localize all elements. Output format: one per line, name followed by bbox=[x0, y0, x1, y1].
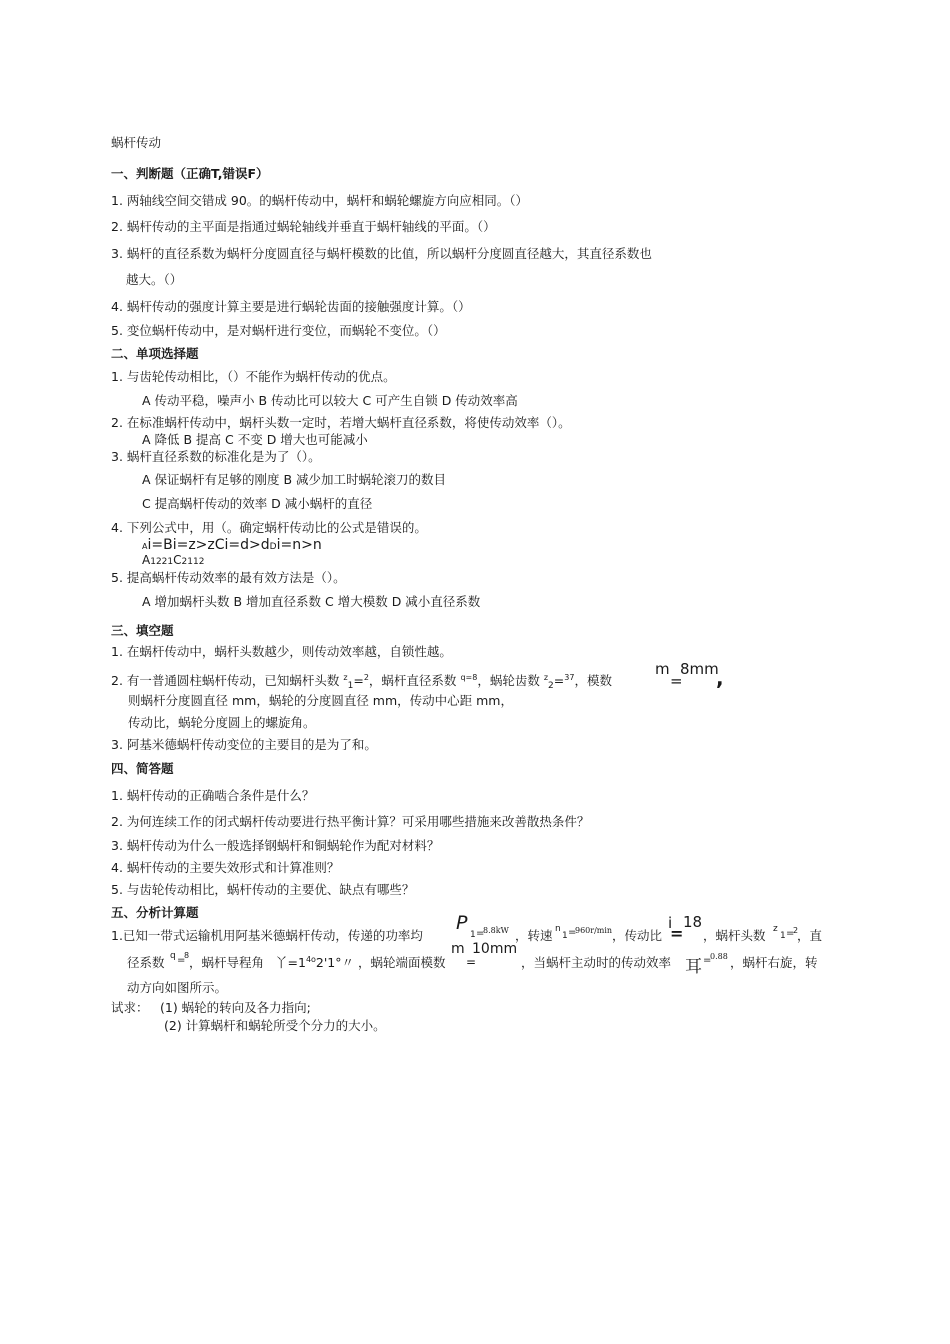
q3-2-m: m bbox=[655, 660, 670, 678]
m-symbol: m bbox=[451, 941, 465, 957]
question-1-1: 1. 两轴线空间交错成 90。的蜗杆传动中，蜗杆和蜗轮螺旋方向应相同。（） bbox=[111, 193, 529, 208]
problem-5-1-req-1: (1) 蜗轮的转向及各力指向; bbox=[160, 1000, 311, 1015]
formula-text-2: i=n>n bbox=[276, 537, 322, 553]
question-1-5: 5. 变位蜗杆传动中，是对蜗杆进行变位，而蜗轮不变位。（） bbox=[111, 323, 446, 338]
z-sub: 1 bbox=[780, 931, 786, 941]
problem-5-1-line-2-d: ，当蜗杆主动时的传动效率 bbox=[521, 955, 672, 970]
formula-label-a: A bbox=[142, 542, 148, 551]
document-title: 蜗杆传动 bbox=[111, 135, 162, 150]
p-val: 8.8kW bbox=[483, 926, 509, 935]
n-sub: 1 bbox=[562, 931, 568, 941]
i-symbol: i bbox=[668, 914, 673, 932]
q3-2-text-c: ，蜗轮齿数 bbox=[477, 673, 540, 688]
problem-5-1-req-2: (2) 计算蜗杆和蜗轮所受个分力的大小。 bbox=[164, 1018, 386, 1033]
formula-subscript-d: D bbox=[269, 542, 277, 552]
question-1-3-cont: 越大。（） bbox=[126, 272, 183, 287]
problem-5-1-line-2-e: ，蜗杆右旋，转 bbox=[730, 955, 818, 970]
q3-2-z1: z bbox=[343, 673, 348, 682]
problem-5-1-line-2-c: ，蜗轮端面模数 bbox=[358, 955, 446, 970]
question-4-2: 2. 为何连续工作的闭式蜗杆传动要进行热平衡计算？可采用哪些措施来改善散热条件？ bbox=[111, 814, 590, 829]
problem-5-1-line-2-a: 径系数 bbox=[127, 955, 165, 970]
question-3-3: 3. 阿基米德蜗杆传动变位的主要目的是为了和。 bbox=[111, 737, 377, 752]
section-heading-short-answer: 四、简答题 bbox=[111, 761, 174, 776]
z-eq: = bbox=[786, 928, 795, 939]
q3-2-m-eq: = bbox=[670, 672, 683, 690]
lead-angle-base: 丫=1 bbox=[275, 955, 306, 970]
p-symbol: P bbox=[456, 912, 468, 934]
question-2-2-options: A 降低 B 提高 C 不变 D 增大也可能减小 bbox=[142, 432, 368, 447]
formula-text-1: i=Bi=z>zCi=d>d bbox=[147, 537, 270, 553]
z-val: 2 bbox=[793, 926, 799, 935]
formula-subscript-2: 2112 bbox=[181, 557, 205, 567]
question-3-2-line-3: 传动比，蜗轮分度圆上的螺旋角。 bbox=[128, 715, 316, 730]
eta-symbol: 耳 bbox=[685, 957, 702, 977]
problem-5-1-line-1-a: 1.已知一带式运输机用阿基米德蜗杆传动，传递的功率均 bbox=[111, 928, 423, 943]
question-1-4: 4. 蜗杆传动的强度计算主要是进行蜗轮齿面的接触强度计算。（） bbox=[111, 299, 471, 314]
q-val: 8 bbox=[184, 951, 190, 960]
q3-2-z1-eq: = bbox=[353, 673, 364, 688]
q-eq: = bbox=[177, 955, 186, 966]
q3-2-q: q bbox=[460, 673, 466, 682]
q3-2-text-a: 2. 有一普通圆柱蜗杆传动，已知蜗杆头数 bbox=[111, 673, 340, 688]
question-4-3: 3. 蜗杆传动为什么一般选择钢蜗杆和铜蜗轮作为配对材料？ bbox=[111, 838, 440, 853]
q3-2-z2-sub: 2 bbox=[548, 681, 554, 691]
question-4-5: 5. 与齿轮传动相比，蜗杆传动的主要优、缺点有哪些？ bbox=[111, 882, 415, 897]
q3-2-text-d: ，模数 bbox=[574, 673, 612, 688]
lead-angle-rest: 2'1°〃 bbox=[315, 955, 355, 970]
question-3-2 bbox=[111, 673, 612, 691]
question-2-3-options-1: A 保证蜗杆有足够的刚度 B 减少加工时蜗轮滚刀的数目 bbox=[142, 472, 447, 487]
question-3-2-line-2: 则蜗杆分度圆直径 mm，蜗轮的分度圆直径 mm，传动中心距 mm， bbox=[128, 693, 513, 708]
question-1-3: 3. 蜗杆的直径系数为蜗杆分度圆直径与蜗杆模数的比值，所以蜗杆分度圆直径越大，其直径系数也 bbox=[111, 246, 652, 261]
lead-angle-sup: 4o bbox=[305, 955, 316, 964]
i-eq: = bbox=[670, 924, 684, 943]
q3-2-text-b: ，蜗杆直径系数 bbox=[368, 673, 457, 688]
m-val: 10mm bbox=[472, 941, 518, 957]
q3-2-z1-sub: 1 bbox=[347, 681, 354, 691]
question-4-4: 4. 蜗杆传动的主要失效形式和计算准则？ bbox=[111, 860, 340, 875]
q3-2-z2: z bbox=[543, 673, 549, 682]
problem-5-1-try: 试求： bbox=[111, 1000, 149, 1015]
lead-angle bbox=[275, 955, 354, 973]
problem-5-1-line-1-c: ，传动比 bbox=[612, 928, 663, 943]
q3-2-q-val: 8 bbox=[472, 673, 478, 682]
z-symbol: z bbox=[773, 924, 778, 934]
formula-option-a: A bbox=[142, 553, 151, 567]
section-heading-single-choice: 二、单项选择题 bbox=[111, 346, 199, 361]
question-2-1-options: A 传动平稳，噪声小 B 传动比可以较大 C 可产生自锁 D 传动效率高 bbox=[142, 393, 518, 408]
question-2-3: 3. 蜗杆直径系数的标准化是为了（）。 bbox=[111, 449, 321, 464]
problem-5-1-line-1-b: ，转速 bbox=[515, 928, 553, 943]
n-val: 960r/min bbox=[575, 926, 613, 935]
question-2-4: 4. 下列公式中，用（。确定蜗杆传动比的公式是错误的。 bbox=[111, 520, 427, 535]
problem-5-1-line-2-b: ，蜗杆导程角 bbox=[189, 955, 265, 970]
question-1-2: 2. 蜗杆传动的主平面是指通过蜗轮轴线并垂直于蜗杆轴线的平面。（） bbox=[111, 219, 496, 234]
q3-2-z1-val: 2 bbox=[363, 673, 369, 682]
p-sub: 1 bbox=[470, 930, 476, 940]
section-heading-calculation: 五、分析计算题 bbox=[111, 905, 199, 920]
question-2-1: 1. 与齿轮传动相比，（）不能作为蜗杆传动的优点。 bbox=[111, 369, 396, 384]
n-symbol: n bbox=[555, 924, 561, 934]
question-2-4-subscripts bbox=[142, 553, 204, 567]
q3-2-q-eq: = bbox=[465, 673, 473, 682]
problem-5-1-line-1-e: ，直 bbox=[797, 928, 823, 943]
question-2-2: 2. 在标准蜗杆传动中，蜗杆头数一定时，若增大蜗杆直径系数，将使传动效率（）。 bbox=[111, 415, 571, 430]
problem-5-1-line-1-d: ，蜗杆头数 bbox=[703, 928, 766, 943]
q-symbol: q bbox=[170, 951, 176, 961]
q3-2-m-val: 8mm bbox=[680, 660, 719, 678]
formula-option-c: C bbox=[173, 553, 182, 567]
question-2-4-formulas bbox=[142, 537, 322, 553]
question-2-5: 5. 提高蜗杆传动效率的最有效方法是（）。 bbox=[111, 570, 346, 585]
i-val: 18 bbox=[683, 913, 703, 931]
formula-subscript-1: 1221 bbox=[150, 557, 174, 567]
eta-val: 0.88 bbox=[710, 952, 728, 961]
p-eq: = bbox=[476, 928, 485, 939]
section-heading-fill-blank: 三、填空题 bbox=[111, 623, 174, 638]
question-3-1: 1. 在蜗杆传动中，蜗杆头数越少，则传动效率越，自锁性越。 bbox=[111, 644, 452, 659]
question-4-1: 1. 蜗杆传动的正确啮合条件是什么？ bbox=[111, 788, 315, 803]
q3-2-z2-val: 37 bbox=[564, 673, 575, 682]
eta-eq: = bbox=[703, 955, 712, 966]
question-2-5-options: A 增加蜗杆头数 B 增加直径系数 C 增大模数 D 减小直径系数 bbox=[142, 594, 481, 609]
question-2-3-options-2: C 提高蜗杆传动的效率 D 减小蜗杆的直径 bbox=[142, 496, 373, 511]
problem-5-1-line-3: 动方向如图所示。 bbox=[127, 980, 228, 995]
q3-2-z2-eq: = bbox=[553, 673, 565, 688]
m-eq: = bbox=[466, 955, 477, 969]
n-eq: = bbox=[568, 927, 577, 938]
section-heading-true-false: 一、判断题（正确T,错误F） bbox=[111, 166, 269, 181]
q3-2-comma: , bbox=[716, 666, 724, 690]
